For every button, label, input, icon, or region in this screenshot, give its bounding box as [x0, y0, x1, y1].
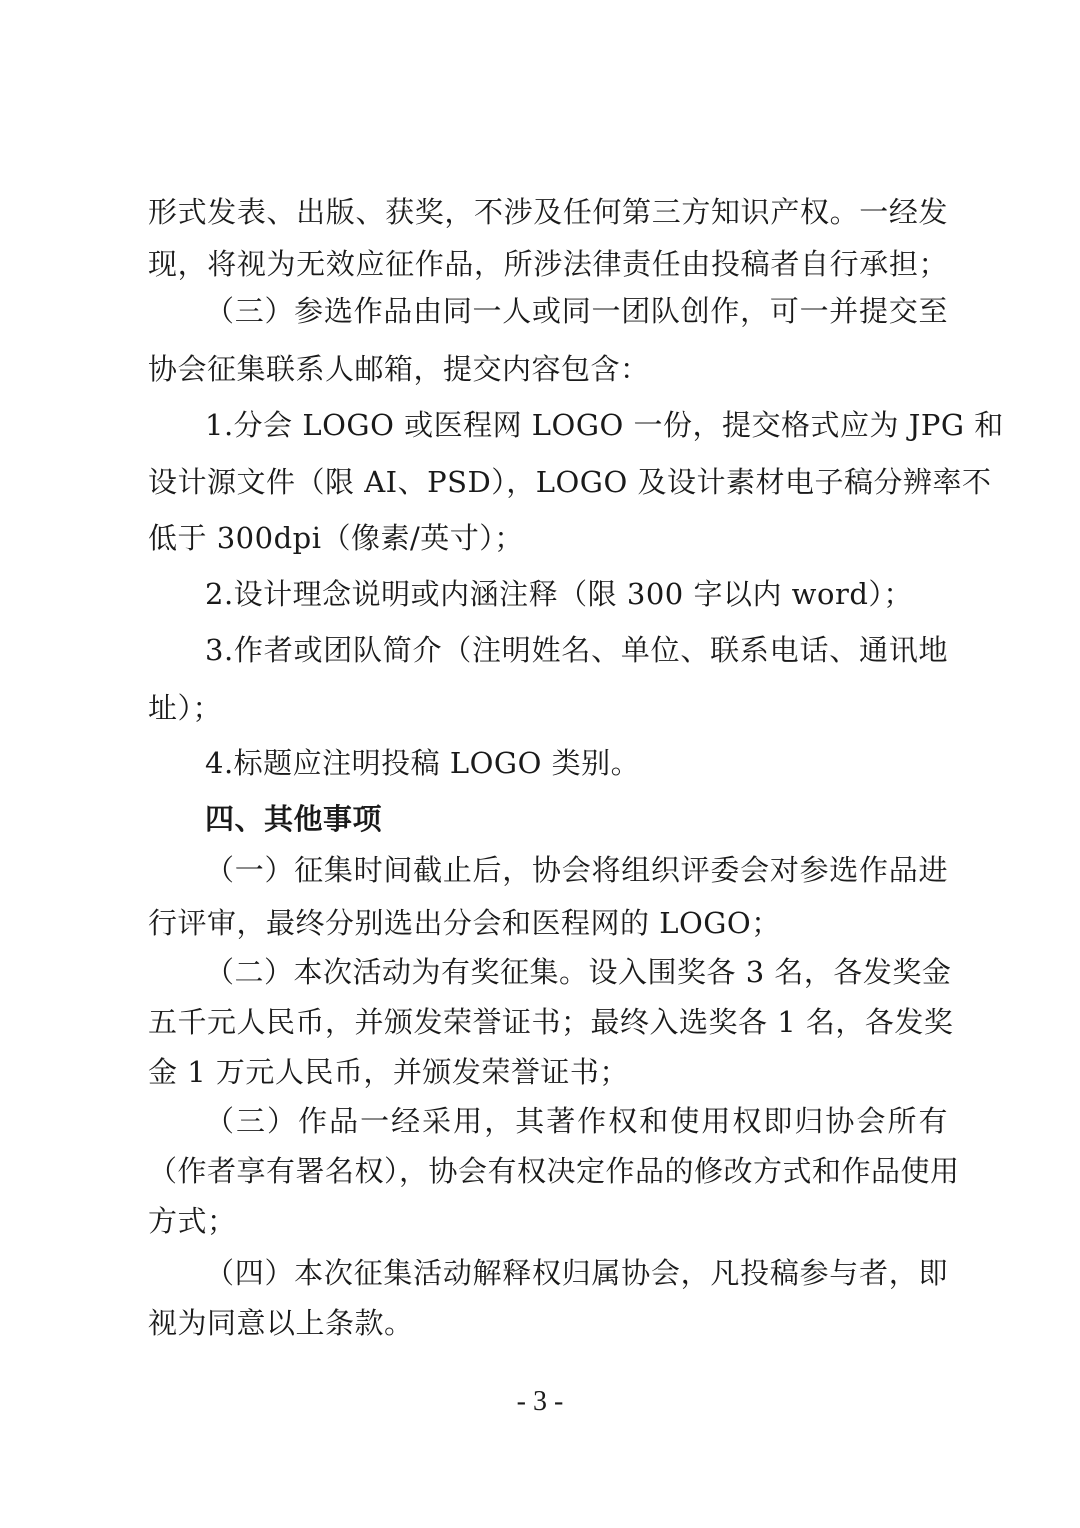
- paragraph-line: （三）参选作品由同一人或同一团队创作，可一并提交至: [205, 294, 948, 328]
- paragraph-line: 方式；: [148, 1204, 237, 1238]
- paragraph-line: 视为同意以上条款。: [148, 1306, 414, 1340]
- page-number: - 3 -: [516, 1386, 564, 1417]
- paragraph-line: 金 1 万元人民币，并颁发荣誉证书；: [148, 1055, 629, 1089]
- paragraph-line: （二）本次活动为有奖征集。设入围奖各 3 名，各发奖金: [205, 955, 952, 989]
- paragraph-line: （三）作品一经采用，其著作权和使用权即归协会所有: [205, 1104, 948, 1138]
- paragraph-line: （作者享有署名权），协会有权决定作品的修改方式和作品使用: [148, 1154, 960, 1188]
- paragraph-line: （一）征集时间截止后，协会将组织评委会对参选作品进: [205, 853, 948, 887]
- paragraph-line: 现，将视为无效应征作品，所涉法律责任由投稿者自行承担；: [148, 247, 948, 281]
- paragraph-line: 设计源文件（限 AI、PSD），LOGO 及设计素材电子稿分辨率不: [148, 465, 992, 499]
- list-item-line: 4.标题应注明投稿 LOGO 类别。: [205, 746, 641, 780]
- list-item-line: 2.设计理念说明或内涵注释（限 300 字以内 word）；: [205, 577, 913, 611]
- list-item-line: 3.作者或团队简介（注明姓名、单位、联系电话、通讯地: [205, 633, 948, 667]
- paragraph-line: （四）本次征集活动解释权归属协会，凡投稿参与者，即: [205, 1256, 948, 1290]
- list-item-line: 1.分会 LOGO 或医程网 LOGO 一份，提交格式应为 JPG 和: [205, 408, 1004, 442]
- paragraph-line: 行评审，最终分别选出分会和医程网的 LOGO；: [148, 906, 781, 940]
- paragraph-line: 协会征集联系人邮箱，提交内容包含：: [148, 352, 650, 386]
- paragraph-line: 形式发表、出版、获奖，不涉及任何第三方知识产权。一经发: [148, 195, 948, 229]
- section-heading: 四、其他事项: [205, 802, 383, 836]
- paragraph-line: 五千元人民币，并颁发荣誉证书；最终入选奖各 1 名，各发奖: [148, 1005, 954, 1039]
- paragraph-line: 低于 300dpi（像素/英寸）；: [148, 521, 524, 555]
- paragraph-line: 址）；: [148, 691, 223, 725]
